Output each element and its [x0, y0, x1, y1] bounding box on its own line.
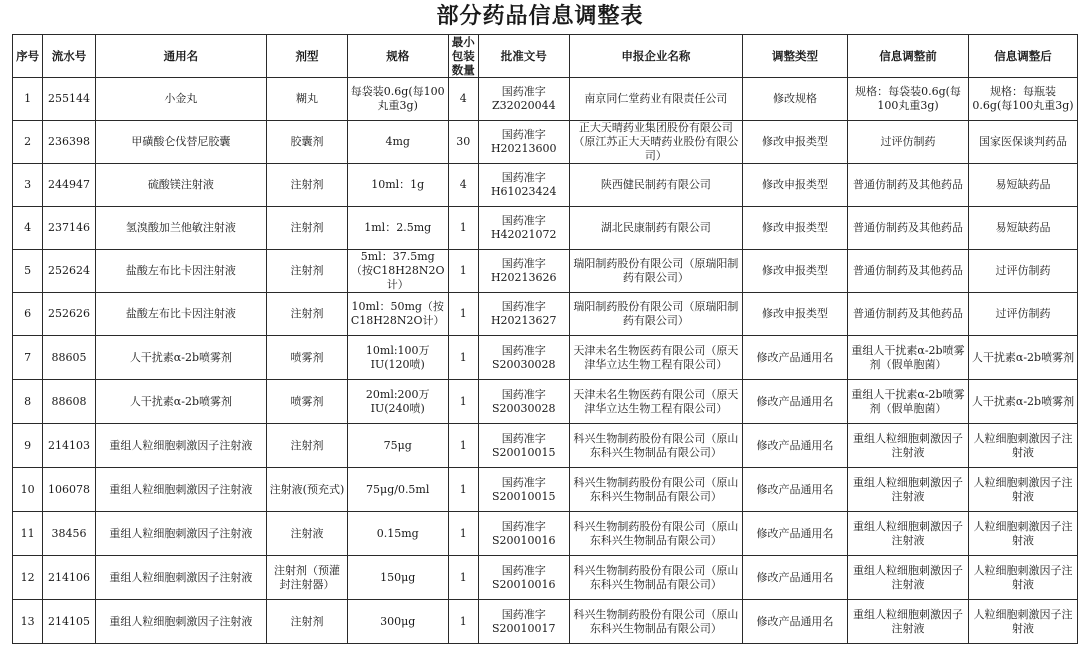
adjust-type-cell: 修改申报类型: [743, 207, 848, 250]
serial-cell: 244947: [43, 164, 95, 207]
info-after-cell: 人粒细胞刺激因子注射液: [969, 468, 1078, 512]
adjust-type-cell: 修改申报类型: [743, 293, 848, 336]
info-after-cell: 规格：每瓶装0.6g(每100丸重3g): [969, 78, 1078, 121]
specification-cell: 每袋装0.6g(每100丸重3g): [347, 78, 448, 121]
approval-number-cell: 国药准字S20010015: [478, 468, 569, 512]
adjust-type-cell: 修改产品通用名: [743, 512, 848, 556]
dosage-form-cell: 注射剂: [267, 600, 348, 644]
table-row: [13, 164, 1078, 207]
company-cell: 科兴生物制药股份有限公司（原山东科兴生物制品有限公司）: [569, 424, 742, 468]
serial-cell: 38456: [43, 512, 95, 556]
header-seq: 序号: [13, 35, 43, 78]
generic-name-cell: 盐酸左布比卡因注射液: [95, 250, 266, 293]
company-cell: 科兴生物制药股份有限公司（原山东科兴生物制品有限公司）: [569, 512, 742, 556]
min-pack-cell: 1: [448, 380, 478, 424]
info-before-cell: 普通仿制药及其他药品: [847, 250, 968, 293]
adjust-type-cell: 修改产品通用名: [743, 336, 848, 380]
info-after-cell: 人干扰素α-2b喷雾剂: [969, 380, 1078, 424]
adjust-type-cell: 修改产品通用名: [743, 600, 848, 644]
seq-cell: 4: [13, 207, 43, 250]
dosage-form-cell: 注射剂: [267, 164, 348, 207]
seq-cell: 3: [13, 164, 43, 207]
header-specification: 规格: [347, 35, 448, 78]
specification-cell: 5ml：37.5mg（按C18H28N2O计）: [347, 250, 448, 293]
table-row: [13, 600, 1078, 644]
info-after-cell: 人粒细胞刺激因子注射液: [969, 512, 1078, 556]
approval-number-cell: 国药准字H42021072: [478, 207, 569, 250]
dosage-form-cell: 胶囊剂: [267, 121, 348, 164]
dosage-form-cell: 喷雾剂: [267, 336, 348, 380]
seq-cell: 1: [13, 78, 43, 121]
adjust-type-cell: 修改申报类型: [743, 164, 848, 207]
info-before-cell: 重组人粒细胞刺激因子注射液: [847, 512, 968, 556]
header-approval-number: 批准文号: [478, 35, 569, 78]
info-after-cell: 易短缺药品: [969, 164, 1078, 207]
info-after-cell: 国家医保谈判药品: [969, 121, 1078, 164]
company-cell: 湖北民康制药有限公司: [569, 207, 742, 250]
specification-cell: 4mg: [347, 121, 448, 164]
dosage-form-cell: 注射剂（预灌封注射器）: [267, 556, 348, 600]
min-pack-cell: 1: [448, 424, 478, 468]
header-generic-name: 通用名: [95, 35, 266, 78]
specification-cell: 10ml：50mg（按C18H28N2O计）: [347, 293, 448, 336]
info-before-cell: 重组人干扰素α-2b喷雾剂（假单胞菌）: [847, 336, 968, 380]
generic-name-cell: 重组人粒细胞刺激因子注射液: [95, 512, 266, 556]
approval-number-cell: 国药准字H20213600: [478, 121, 569, 164]
adjust-type-cell: 修改规格: [743, 78, 848, 121]
info-before-cell: 重组人粒细胞刺激因子注射液: [847, 468, 968, 512]
info-before-cell: 重组人粒细胞刺激因子注射液: [847, 556, 968, 600]
info-before-cell: 重组人粒细胞刺激因子注射液: [847, 600, 968, 644]
approval-number-cell: 国药准字H61023424: [478, 164, 569, 207]
dosage-form-cell: 喷雾剂: [267, 380, 348, 424]
serial-cell: 214105: [43, 600, 95, 644]
serial-cell: 252626: [43, 293, 95, 336]
company-cell: 天津未名生物医药有限公司（原天津华立达生物工程有限公司）: [569, 336, 742, 380]
info-before-cell: 规格：每袋装0.6g(每100丸重3g): [847, 78, 968, 121]
generic-name-cell: 重组人粒细胞刺激因子注射液: [95, 468, 266, 512]
adjust-type-cell: 修改申报类型: [743, 250, 848, 293]
min-pack-cell: 1: [448, 556, 478, 600]
serial-cell: 236398: [43, 121, 95, 164]
seq-cell: 10: [13, 468, 43, 512]
info-before-cell: 普通仿制药及其他药品: [847, 293, 968, 336]
min-pack-cell: 1: [448, 600, 478, 644]
adjust-type-cell: 修改产品通用名: [743, 468, 848, 512]
table-row: [13, 121, 1078, 164]
info-after-cell: 过评仿制药: [969, 293, 1078, 336]
header-dosage-form: 剂型: [267, 35, 348, 78]
info-after-cell: 人粒细胞刺激因子注射液: [969, 600, 1078, 644]
generic-name-cell: 人干扰素α-2b喷雾剂: [95, 380, 266, 424]
min-pack-cell: 1: [448, 250, 478, 293]
table-row: [13, 207, 1078, 250]
seq-cell: 12: [13, 556, 43, 600]
dosage-form-cell: 糊丸: [267, 78, 348, 121]
specification-cell: 10ml：1g: [347, 164, 448, 207]
header-info-after: 信息调整后: [969, 35, 1078, 78]
generic-name-cell: 甲磺酸仑伐替尼胶囊: [95, 121, 266, 164]
info-before-cell: 过评仿制药: [847, 121, 968, 164]
min-pack-cell: 1: [448, 207, 478, 250]
min-pack-cell: 1: [448, 293, 478, 336]
adjust-type-cell: 修改产品通用名: [743, 380, 848, 424]
drug-adjustment-table: [12, 34, 1078, 644]
serial-cell: 237146: [43, 207, 95, 250]
serial-cell: 106078: [43, 468, 95, 512]
approval-number-cell: 国药准字S20030028: [478, 336, 569, 380]
table-row: [13, 250, 1078, 293]
company-cell: 陕西健民制药有限公司: [569, 164, 742, 207]
adjust-type-cell: 修改产品通用名: [743, 556, 848, 600]
generic-name-cell: 重组人粒细胞刺激因子注射液: [95, 600, 266, 644]
approval-number-cell: 国药准字S20010017: [478, 600, 569, 644]
seq-cell: 9: [13, 424, 43, 468]
company-cell: 瑞阳制药股份有限公司（原瑞阳制药有限公司）: [569, 293, 742, 336]
seq-cell: 8: [13, 380, 43, 424]
specification-cell: 300μg: [347, 600, 448, 644]
page-title: 部分药品信息调整表: [436, 4, 644, 29]
header-info-before: 信息调整前: [847, 35, 968, 78]
min-pack-cell: 4: [448, 78, 478, 121]
generic-name-cell: 人干扰素α-2b喷雾剂: [95, 336, 266, 380]
specification-cell: 10ml:100万IU(120喷): [347, 336, 448, 380]
company-cell: 南京同仁堂药业有限责任公司: [569, 78, 742, 121]
info-before-cell: 普通仿制药及其他药品: [847, 164, 968, 207]
seq-cell: 7: [13, 336, 43, 380]
info-after-cell: 人粒细胞刺激因子注射液: [969, 424, 1078, 468]
specification-cell: 20ml:200万IU(240喷): [347, 380, 448, 424]
seq-cell: 11: [13, 512, 43, 556]
info-after-cell: 过评仿制药: [969, 250, 1078, 293]
table-row: [13, 468, 1078, 512]
generic-name-cell: 盐酸左布比卡因注射液: [95, 293, 266, 336]
dosage-form-cell: 注射液(预充式): [267, 468, 348, 512]
seq-cell: 5: [13, 250, 43, 293]
serial-cell: 214103: [43, 424, 95, 468]
generic-name-cell: 小金丸: [95, 78, 266, 121]
dosage-form-cell: 注射液: [267, 512, 348, 556]
header-serial: 流水号: [43, 35, 95, 78]
generic-name-cell: 重组人粒细胞刺激因子注射液: [95, 424, 266, 468]
header-company: 申报企业名称: [569, 35, 742, 78]
table-row: [13, 78, 1078, 121]
info-after-cell: 易短缺药品: [969, 207, 1078, 250]
header-adjust-type: 调整类型: [743, 35, 848, 78]
approval-number-cell: 国药准字H20213627: [478, 293, 569, 336]
dosage-form-cell: 注射剂: [267, 293, 348, 336]
min-pack-cell: 1: [448, 468, 478, 512]
info-after-cell: 人粒细胞刺激因子注射液: [969, 556, 1078, 600]
info-before-cell: 普通仿制药及其他药品: [847, 207, 968, 250]
table-row: [13, 556, 1078, 600]
min-pack-cell: 30: [448, 121, 478, 164]
info-after-cell: 人干扰素α-2b喷雾剂: [969, 336, 1078, 380]
approval-number-cell: 国药准字H20213626: [478, 250, 569, 293]
specification-cell: 150μg: [347, 556, 448, 600]
generic-name-cell: 重组人粒细胞刺激因子注射液: [95, 556, 266, 600]
serial-cell: 255144: [43, 78, 95, 121]
approval-number-cell: 国药准字S20010016: [478, 512, 569, 556]
info-before-cell: 重组人干扰素α-2b喷雾剂（假单胞菌）: [847, 380, 968, 424]
info-before-cell: 重组人粒细胞刺激因子注射液: [847, 424, 968, 468]
seq-cell: 6: [13, 293, 43, 336]
min-pack-cell: 1: [448, 512, 478, 556]
approval-number-cell: 国药准字S20010016: [478, 556, 569, 600]
min-pack-cell: 1: [448, 336, 478, 380]
header-min-pack: 最小包装数量: [448, 35, 478, 78]
specification-cell: 1ml：2.5mg: [347, 207, 448, 250]
approval-number-cell: 国药准字S20010015: [478, 424, 569, 468]
table-row: [13, 293, 1078, 336]
dosage-form-cell: 注射剂: [267, 424, 348, 468]
serial-cell: 214106: [43, 556, 95, 600]
table-row: [13, 512, 1078, 556]
company-cell: 正大天晴药业集团股份有限公司（原江苏正大天晴药业股份有限公司）: [569, 121, 742, 164]
specification-cell: 75μg: [347, 424, 448, 468]
serial-cell: 88608: [43, 380, 95, 424]
company-cell: 瑞阳制药股份有限公司（原瑞阳制药有限公司）: [569, 250, 742, 293]
table-row: [13, 336, 1078, 380]
table-row: [13, 424, 1078, 468]
specification-cell: 0.15mg: [347, 512, 448, 556]
serial-cell: 252624: [43, 250, 95, 293]
approval-number-cell: 国药准字S20030028: [478, 380, 569, 424]
seq-cell: 13: [13, 600, 43, 644]
generic-name-cell: 氢溴酸加兰他敏注射液: [95, 207, 266, 250]
min-pack-cell: 4: [448, 164, 478, 207]
specification-cell: 75μg/0.5ml: [347, 468, 448, 512]
company-cell: 科兴生物制药股份有限公司（原山东科兴生物制品有限公司）: [569, 556, 742, 600]
approval-number-cell: 国药准字Z32020044: [478, 78, 569, 121]
company-cell: 天津未名生物医药有限公司（原天津华立达生物工程有限公司）: [569, 380, 742, 424]
table-row: [13, 380, 1078, 424]
table-header-row: [13, 35, 1078, 78]
adjust-type-cell: 修改申报类型: [743, 121, 848, 164]
adjust-type-cell: 修改产品通用名: [743, 424, 848, 468]
company-cell: 科兴生物制药股份有限公司（原山东科兴生物制品有限公司）: [569, 600, 742, 644]
serial-cell: 88605: [43, 336, 95, 380]
dosage-form-cell: 注射剂: [267, 207, 348, 250]
generic-name-cell: 硫酸镁注射液: [95, 164, 266, 207]
dosage-form-cell: 注射剂: [267, 250, 348, 293]
company-cell: 科兴生物制药股份有限公司（原山东科兴生物制品有限公司）: [569, 468, 742, 512]
seq-cell: 2: [13, 121, 43, 164]
